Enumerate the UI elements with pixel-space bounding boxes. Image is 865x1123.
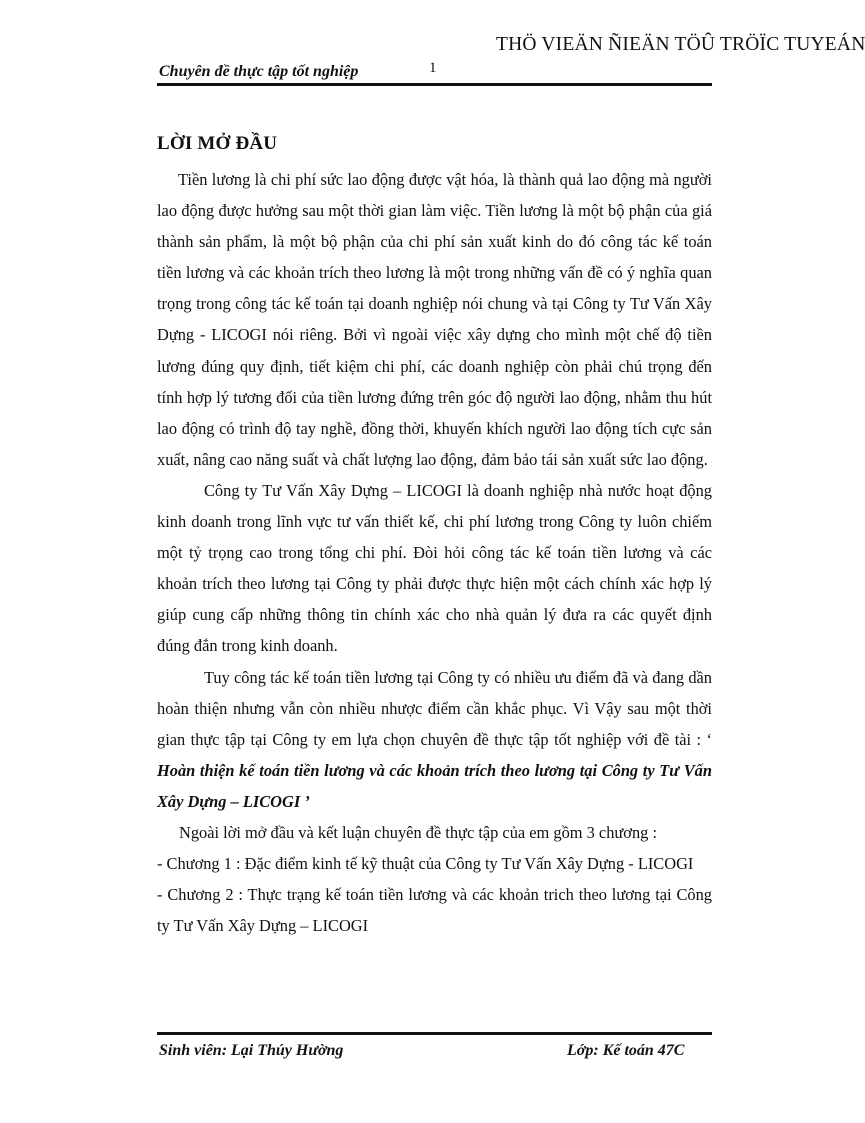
footer-divider: [157, 1032, 712, 1035]
body-content: [157, 164, 712, 941]
paragraph-3-intro: Tuy công tác kế toán tiền lương tại Công ty có nhiều ưu điểm đã và đang dần hoàn thiện nhưng vẫn còn nhiều nhược điểm cần khắc phục. Vì Vậy sau một thời gian thực tập tại Công ty em lựa chọn chuyên đề thực tập tốt nghiệp với đề tài : ‘: [157, 667, 712, 749]
thesis-topic: Hoàn thiện kế toán tiền lương và các khoản trích theo lương tại Công ty Tư Vấn Xây Dựng – LICOGI ’: [157, 760, 712, 811]
footer-student-name: Sinh viên: Lại Thúy Hường: [159, 1042, 344, 1059]
watermark-text: THÖ VIEÄN ÑIEÄN TÖÛ TRÖÏC TUYEÁN: [496, 34, 865, 55]
page-header: [157, 62, 712, 84]
page-number: 1: [429, 60, 437, 76]
paragraph-3: [157, 662, 712, 817]
header-divider: [157, 83, 712, 86]
paragraph-4: Ngoài lời mở đầu và kết luận chuyên đề thực tập của em gồm 3 chương :: [179, 822, 657, 842]
chapter-2: - Chương 2 : Thực trạng kế toán tiền lương và các khoản trich theo lương tại Công ty Tư Vấn Xây Dựng – LICOGI: [157, 885, 712, 936]
paragraph-2: Công ty Tư Vấn Xây Dựng – LICOGI là doanh nghiệp nhà nước hoạt động kinh doanh trong lĩnh vực tư vấn thiết kế, chi phí lương trong Công ty luôn chiếm một tỷ trọng cao trong tổng chi phí. Đòi hỏi công tác kế toán tiền lương và các khoản trích theo lương tại Công ty phải được thực hiện một cách chính xác hợp lý giúp cung cấp những thông tin chính xác cho nhà quản lý đưa ra các quyết định đúng đắn trong kinh doanh.: [157, 480, 712, 656]
paragraph-1: Tiền lương là chi phí sức lao động được vật hóa, là thành quả lao động mà người lao động được hưởng sau một thời gian làm việc. Tiền lương là một bộ phận của giá thành sản phẩm, là một bộ phận của chi phí sản xuất kinh do đó công tác kế toán tiền lương và các khoản trích theo lương là một trong những vấn đề có ý nghĩa quan trọng trong công tác kế toán tại doanh nghiệp nói chung và tại Công ty Tư Vấn Xây Dựng - LICOGI nói riêng. Bởi vì ngoài việc xây dựng cho mình một chế độ tiền lương đúng quy định, tiết kiệm chi phí, các doanh nghiệp còn phải chú trọng đến tính hợp lý tương đối của tiền lương đứng trên góc độ người lao động, nhằm thu hút lao động có trình độ tay nghề, đồng thời, khuyến khích người lao động tích cực sản xuất, nâng cao năng suất và chất lượng lao động, đảm bảo tái sản xuất sức lao động.: [157, 170, 712, 469]
footer-class: Lớp: Kế toán 47C: [567, 1042, 685, 1059]
section-heading: LỜI MỞ ĐẦU: [157, 133, 278, 154]
chapter-1: - Chương 1 : Đặc điểm kinh tế kỹ thuật của Công ty Tư Vấn Xây Dựng - LICOGI: [157, 854, 694, 874]
header-title: Chuyên đề thực tập tốt nghiệp: [159, 63, 359, 80]
